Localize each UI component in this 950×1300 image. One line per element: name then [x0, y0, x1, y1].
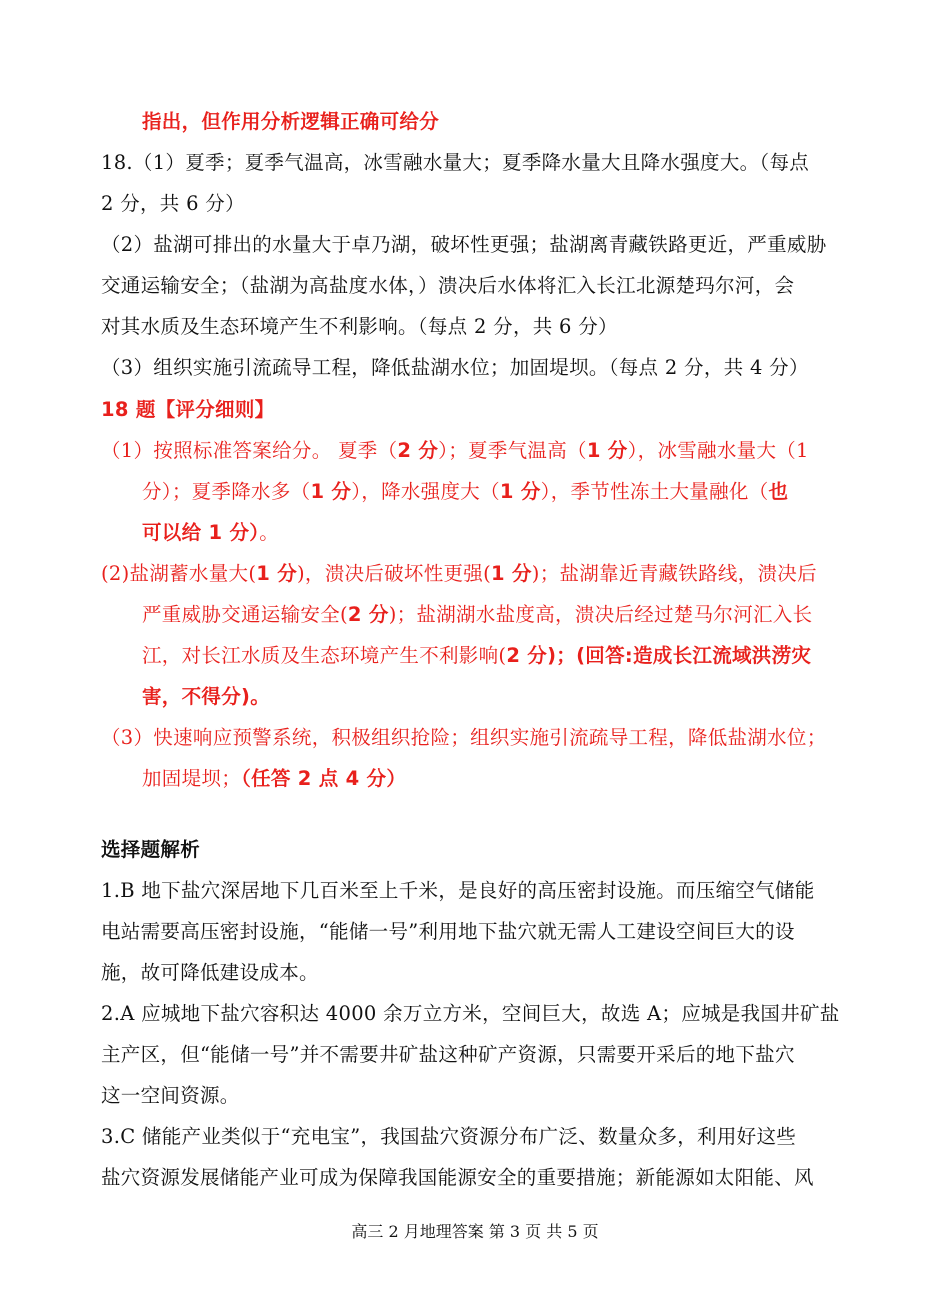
analysis-2-line2: 主产区，但“能储一号”并不需要井矿盐这种矿产资源，只需要开采后的地下盐穴: [101, 1043, 795, 1066]
analysis-2-line1: 2.A 应城地下盐穴容积达 4000 余万立方米，空间巨大，故选 A；应城是我国井矿盐: [101, 1002, 840, 1025]
rubric-text: (2)盐湖蓄水量大(: [101, 562, 257, 585]
rubric-part2-line4: 害，不得分)。: [142, 685, 271, 708]
rubric-text: 加固堤坝；: [142, 767, 242, 790]
rubric-text: 严重威胁交通运输安全(: [142, 603, 348, 626]
score-text: 2 分: [347, 603, 389, 626]
rubric-text: （1）按照标准答案给分。 夏季（: [101, 439, 398, 462]
rubric-text: ）；夏季气温高（: [438, 439, 587, 462]
score-text: 1 分: [499, 480, 541, 503]
analysis-1-line1: 1.B 地下盐穴深居地下几百米至上千米，是良好的高压密封设施。而压缩空气储能: [101, 879, 815, 902]
top-note: 指出，但作用分析逻辑正确可给分: [142, 110, 440, 133]
q18-part1-line2: 2 分，共 6 分）: [101, 192, 245, 215]
score-text: 2 分: [397, 439, 439, 462]
q18-part2-line2: 交通运输安全；（盐湖为高盐度水体，）溃决后水体将汇入长江北源楚玛尔河，会: [101, 274, 795, 297]
rubric-part2-line3: [142, 641, 811, 671]
rubric-text: ），冰雪融水量大（1: [627, 439, 809, 462]
rubric-text: 分）；夏季降水多（: [142, 480, 311, 503]
rubric-text: 。: [259, 521, 280, 544]
score-text: 也: [768, 480, 789, 503]
analysis-3-line2: 盐穴资源发展储能产业可成为保障我国能源安全的重要措施；新能源如太阳能、风: [101, 1166, 814, 1189]
score-text: 1 分: [256, 562, 297, 585]
score-text: 2 分: [506, 644, 548, 667]
score-text: 1 分: [586, 439, 628, 462]
analysis-1-line3: 施，故可降低建设成本。: [101, 961, 319, 984]
rubric-title: 18 题【评分细则】: [101, 398, 275, 421]
q18-part2-line1: （2）盐湖可排出的水量大于卓乃湖，破坏性更强；盐湖离青藏铁路更近，严重威胁: [101, 233, 827, 256]
score-text: 1 分: [310, 480, 352, 503]
analysis-3-line1: 3.C 储能产业类似于“充电宝”，我国盐穴资源分布广泛、数量众多，利用好这些: [101, 1125, 797, 1148]
analysis-1-line2: 电站需要高压密封设施，“能储一号”利用地下盐穴就无需人工建设空间巨大的设: [101, 920, 795, 943]
analysis-title: 选择题解析: [101, 838, 201, 861]
rubric-part3-line1: （3）快速响应预警系统，积极组织抢险；组织实施引流疏导工程，降低盐湖水位；: [101, 726, 827, 749]
rubric-part2-line1: [101, 559, 817, 589]
q18-part1-line1: 18.（1）夏季；夏季气温高，冰雪融水量大；夏季降水量大且降水强度大。（每点: [101, 151, 810, 174]
score-text: （任答 2 点 4 分）: [241, 767, 407, 790]
rubric-part1-line3: [142, 518, 279, 548]
rubric-text: )，溃决后破坏性更强(: [297, 562, 492, 585]
rubric-part1-line2: [142, 477, 788, 507]
rubric-text: )；盐湖靠近青藏铁路线，溃决后: [531, 562, 817, 585]
analysis-2-line3: 这一空间资源。: [101, 1084, 240, 1107]
q18-part2-line3: 对其水质及生态环境产生不利影响。（每点 2 分，共 6 分）: [101, 315, 618, 338]
rubric-part3-line2: [142, 764, 406, 794]
rubric-part2-line2: [142, 600, 812, 630]
q18-part3-line1: （3）组织实施引流疏导工程，降低盐湖水位；加固堤坝。（每点 2 分，共 4 分）: [101, 356, 809, 379]
rubric-part1-line1: [101, 436, 809, 466]
page-footer: 高三 2 月地理答案 第 3 页 共 5 页: [351, 1222, 599, 1241]
rubric-text: ），季节性冻土大量融化（: [540, 480, 769, 503]
rubric-text: )；盐湖湖水盐度高，溃决后经过楚马尔河汇入长: [388, 603, 813, 626]
rubric-text: ），降水强度大（: [351, 480, 500, 503]
score-text: 可以给 1 分）: [142, 521, 260, 544]
rubric-text: )；(回答:造成长江流域洪涝灾: [547, 644, 812, 667]
rubric-text: 江，对长江水质及生态环境产生不利影响(: [142, 644, 507, 667]
score-text: 1 分: [491, 562, 532, 585]
